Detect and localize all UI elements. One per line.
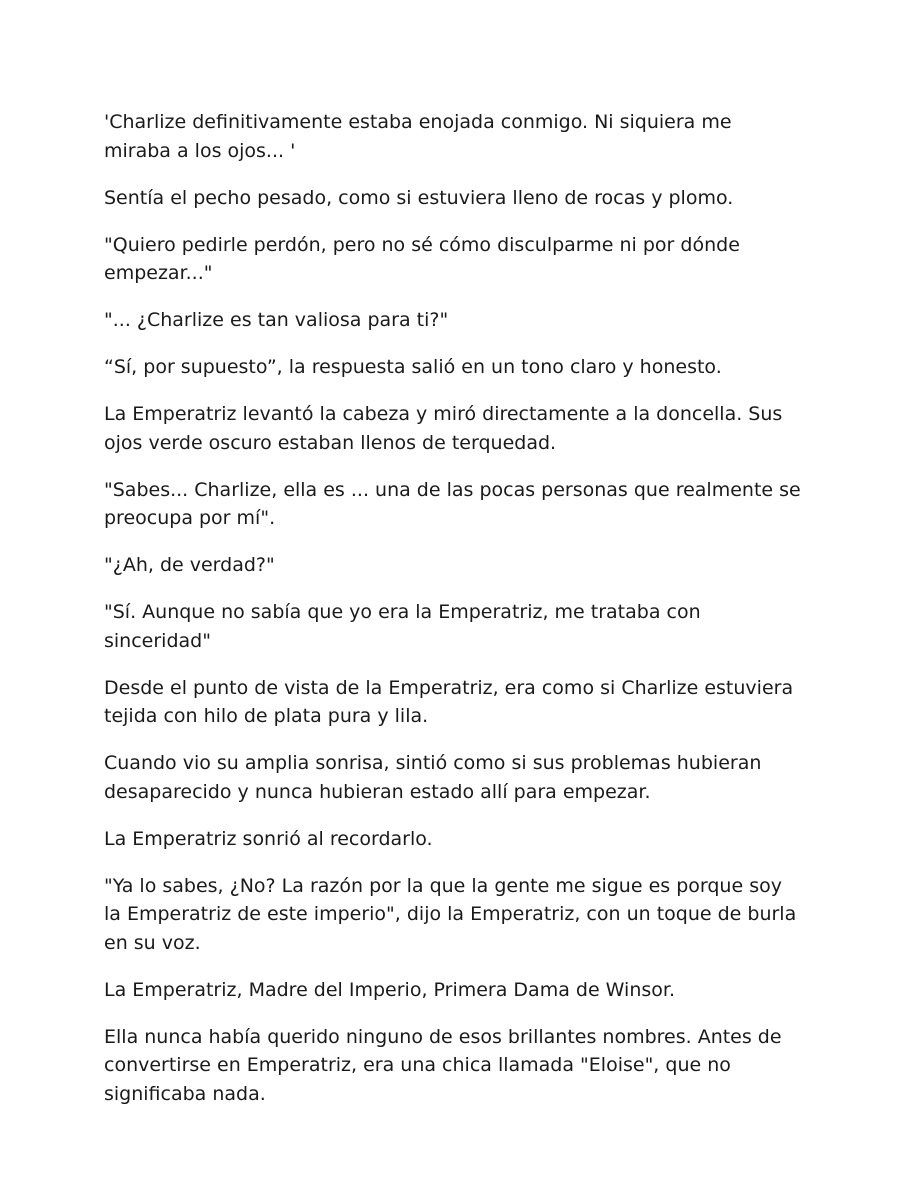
paragraph: La Emperatriz levantó la cabeza y miró directamente a la doncella. Sus ojos verde oscuro estaban llenos de terquedad. <box>104 403 783 454</box>
paragraph: Desde el punto de vista de la Emperatriz, era como si Charlize estuviera tejida con hilo de plata pura y lila. <box>104 676 794 727</box>
paragraph: Cuando vio su amplia sonrisa, sintió como si sus problemas hubieran desaparecido y nunca hubieran estado allí para empezar. <box>104 752 762 803</box>
paragraph: "Sabes... Charlize, ella es ... una de las pocas personas que realmente se preocupa por mí". <box>104 478 801 529</box>
paragraph: "Sí. Aunque no sabía que yo era la Emperatriz, me trataba con sinceridad" <box>104 601 701 652</box>
paragraph: La Emperatriz sonrió al recordarlo. <box>104 827 433 850</box>
paragraph: "¿Ah, de verdad?" <box>104 554 275 576</box>
paragraph: Ella nunca había querido ninguno de esos brillantes nombres. Antes de convertirse en Emperatriz, era una chica llamada "Eloise", que no significaba nada. <box>104 1025 782 1105</box>
paragraph: 'Charlize definitivamente estaba enojada conmigo. Ni siquiera me miraba a los ojos... ' <box>104 111 732 162</box>
paragraph: "Quiero pedirle perdón, pero no sé cómo disculparme ni por dónde empezar..." <box>104 233 740 284</box>
paragraph: Sentía el pecho pesado, como si estuviera lleno de rocas y plomo. <box>104 186 734 209</box>
paragraph: “Sí, por supuesto”, la respuesta salió en un tono claro y honesto. <box>104 356 722 378</box>
document-body <box>104 108 804 1127</box>
paragraph: "Ya lo sabes, ¿No? La razón por la que la gente me sigue es porque soy la Emperatriz de este imperio", dijo la Emperatriz, con un toque de burla en su voz. <box>104 874 797 954</box>
paragraph: La Emperatriz, Madre del Imperio, Primera Dama de Winsor. <box>104 978 676 1001</box>
paragraph: "... ¿Charlize es tan valiosa para ti?" <box>104 309 449 331</box>
